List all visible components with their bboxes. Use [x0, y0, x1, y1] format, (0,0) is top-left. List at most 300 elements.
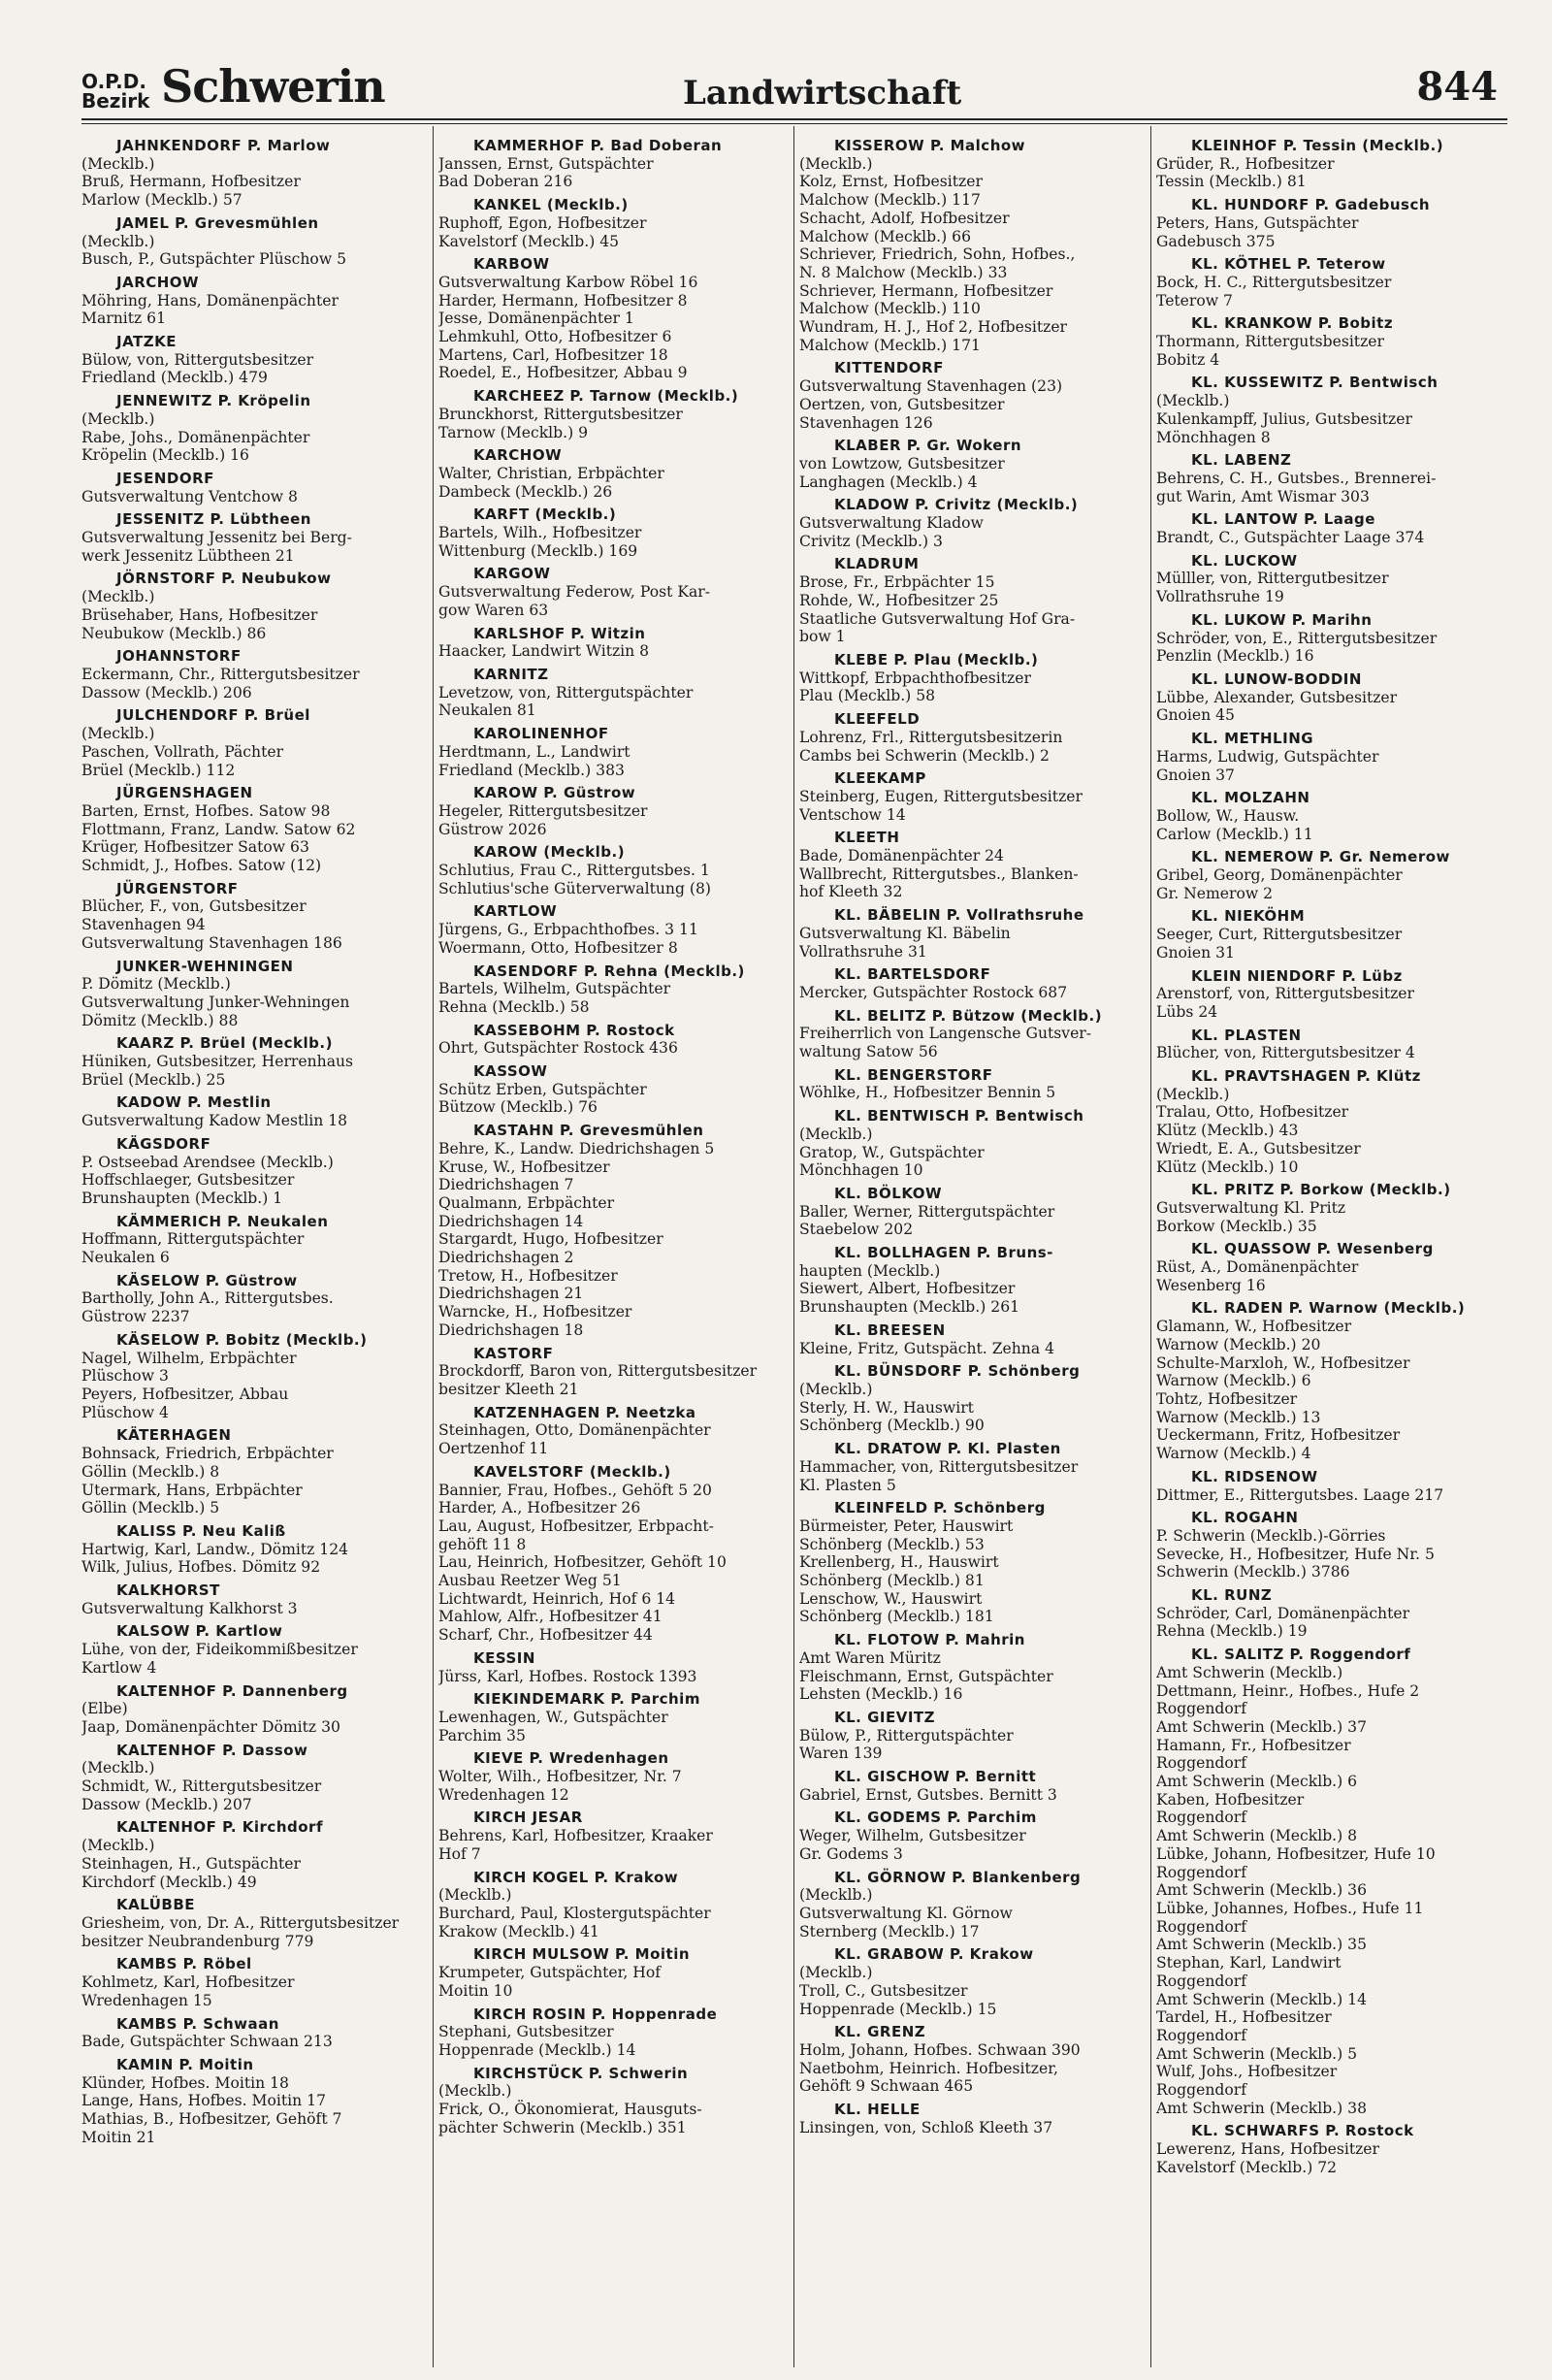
entry-line: Eckermann, Chr., Rittergutsbesitzer [81, 665, 360, 683]
place-heading: JÜRGENSTORF [116, 879, 239, 897]
entry-line: Krumpeter, Gutspächter, Hof [438, 1964, 662, 1982]
entry-location: Borkow (Mecklb.) 35 [1156, 1217, 1317, 1235]
place-heading: KADOW P. Mestlin [116, 1093, 272, 1112]
entry-line: Weger, Wilhelm, Gutsbesitzer [799, 1827, 1026, 1845]
entry-line: bow 1 [799, 628, 846, 646]
entry-line: Gutsverwaltung Ventchow 8 [81, 487, 298, 505]
place-heading: KARCHOW [473, 446, 563, 465]
place-heading: KL. LANTOW P. Laage [1191, 510, 1375, 529]
place-heading: KLABER P. Gr. Wokern [834, 437, 1022, 455]
bezirk-label: Bezirk [81, 89, 150, 113]
entry-line: gehöft 11 8 [438, 1535, 527, 1553]
entry-location: Neukalen 81 [438, 701, 536, 720]
entry-location: Ventschow 14 [799, 805, 906, 824]
entry-line: Herdtmann, L., Landwirt [438, 742, 630, 761]
entry-line: Hoffmann, Rittergutspächter [81, 1230, 305, 1249]
entry-line: Hamann, Fr., Hofbesitzer [1156, 1736, 1351, 1754]
entry-line: Stephan, Karl, Landwirt [1156, 1954, 1342, 1972]
entry-location: (Mecklb.) [81, 232, 155, 250]
place-heading: KL. BELITZ P. Bützow (Mecklb.) [834, 1006, 1103, 1025]
entry-line: Gutsverwaltung Kalkhorst 3 [81, 1599, 298, 1617]
entry-location: Wredenhagen 15 [81, 1991, 212, 2009]
entry-line: Flottmann, Franz, Landw. Satow 62 [81, 820, 356, 838]
place-heading: KASSEBOHM P. Rostock [473, 1021, 675, 1039]
entry-line: Kohlmetz, Karl, Hofbesitzer [81, 1973, 295, 1992]
entry-line: Wilk, Julius, Hofbes. Dömitz 92 [81, 1558, 321, 1577]
entry-line: Ausbau Reetzer Weg 51 [438, 1572, 622, 1590]
place-heading: JESSENITZ P. Lübtheen [116, 510, 311, 529]
entry-location: Plüschow 4 [81, 1403, 169, 1421]
place-heading: KASTAHN P. Grevesmühlen [473, 1122, 704, 1140]
entry-location: Kl. Plasten 5 [799, 1476, 896, 1494]
entry-location: Amt Schwerin (Mecklb.) 37 [1156, 1717, 1368, 1736]
entry-line: Lübke, Johann, Hofbesitzer, Hufe 10 [1156, 1844, 1436, 1863]
entry-line: Mathias, B., Hofbesitzer, Gehöft 7 [81, 2110, 342, 2129]
entry-location: Warnow (Mecklb.) 4 [1156, 1445, 1311, 1463]
entry-line: Bartholly, John A., Rittergutsbes. [81, 1289, 334, 1308]
entry-location: Gnoien 37 [1156, 766, 1235, 784]
entry-line: Schriever, Friedrich, Sohn, Hofbes., [799, 245, 1076, 264]
entry-line: Troll, C., Gutsbesitzer [799, 1981, 968, 2000]
place-heading: KALÜBBE [116, 1896, 196, 1914]
entry-line: Lichtwardt, Heinrich, Hof 6 14 [438, 1589, 676, 1608]
place-heading: KIRCH KOGEL P. Krakow [473, 1868, 679, 1886]
entry-line: Stargardt, Hugo, Hofbesitzer [438, 1230, 663, 1249]
entry-line: Rohde, W., Hofbesitzer 25 [799, 591, 999, 609]
entry-line: Peters, Hans, Gutspächter [1156, 213, 1359, 232]
place-heading: KISSEROW P. Malchow [834, 137, 1026, 154]
entry-location: Neubukow (Mecklb.) 86 [81, 624, 267, 642]
entry-line: Seeger, Curt, Rittergutsbesitzer [1156, 926, 1403, 944]
header-rule-thin [81, 123, 1507, 124]
place-heading: KL. HUNDORF P. Gadebusch [1191, 196, 1431, 214]
entry-line: Ueckermann, Fritz, Hofbesitzer [1156, 1426, 1401, 1445]
entry-location: Amt Schwerin (Mecklb.) 6 [1156, 1773, 1358, 1791]
city-title: Schwerin [161, 60, 385, 113]
entry-line: Gehöft 9 Schwaan 465 [799, 2077, 974, 2096]
entry-line: Lange, Hans, Hofbes. Moitin 17 [81, 2092, 326, 2110]
entry-location: Roggendorf [1156, 1917, 1246, 1936]
entry-location: Amt Schwerin (Mecklb.) 14 [1156, 1990, 1368, 2008]
place-heading: KL. BENGERSTORF [834, 1065, 993, 1084]
entry-location: Güstrow 2026 [438, 820, 547, 838]
place-heading: KALISS P. Neu Kaliß [116, 1521, 286, 1540]
place-heading: KASENDORF P. Rehna (Mecklb.) [473, 962, 745, 980]
entry-location: Dambeck (Mecklb.) 26 [438, 482, 613, 501]
place-heading: KL. ROGAHN [1191, 1509, 1299, 1527]
entry-location: Vollrathsruhe 19 [1156, 588, 1284, 606]
entry-location: Schönberg (Mecklb.) 90 [799, 1417, 985, 1435]
entry-line: Wallbrecht, Rittergutsbes., Blanken- [799, 864, 1079, 883]
place-heading: KL. LABENZ [1191, 451, 1292, 470]
entry-line: Lenschow, W., Hauswirt [799, 1589, 983, 1608]
header-rule [81, 118, 1507, 120]
entry-location: Schönberg (Mecklb.) 81 [799, 1572, 985, 1590]
entry-location: P. Dömitz (Mecklb.) [81, 975, 231, 994]
entry-location: Bad Doberan 216 [438, 173, 573, 191]
entry-location: P. Ostseebad Arendsee (Mecklb.) [81, 1153, 334, 1171]
place-heading: KL. DRATOW P. Kl. Plasten [834, 1440, 1061, 1458]
entry-location: Brüel (Mecklb.) 112 [81, 761, 236, 779]
entry-line: Wundram, H. J., Hof 2, Hofbesitzer [799, 318, 1068, 337]
place-heading: KAMIN P. Moitin [116, 2055, 254, 2073]
entry-line: Tardel, H., Hofbesitzer [1156, 2008, 1332, 2027]
place-heading: KLADRUM [834, 555, 920, 573]
entry-line: Warncke, H., Hofbesitzer [438, 1303, 632, 1321]
entry-location: Lehsten (Mecklb.) 16 [799, 1685, 963, 1704]
entry-location: Bützow (Mecklb.) 76 [438, 1098, 598, 1117]
entry-location: Stavenhagen 126 [799, 413, 933, 432]
entry-location: Amt Schwerin (Mecklb.) 36 [1156, 1881, 1368, 1900]
entry-location: Oertzenhof 11 [438, 1440, 549, 1458]
entry-location: Teterow 7 [1156, 291, 1233, 310]
place-heading: JESENDORF [116, 469, 214, 487]
entry-line: Levetzow, von, Rittergutspächter [438, 683, 694, 701]
place-heading: KIRCH ROSIN P. Hoppenrade [473, 2005, 718, 2023]
entry-location: Roggendorf [1156, 2026, 1246, 2044]
entry-line: Jesse, Domänenpächter 1 [438, 310, 634, 328]
entry-location: Göllin (Mecklb.) 8 [81, 1462, 220, 1481]
place-heading: KLEEKAMP [834, 769, 926, 788]
place-heading: KL. RUNZ [1191, 1586, 1273, 1605]
place-heading: KALSOW P. Kartlow [116, 1622, 283, 1641]
place-heading: KL. GIEVITZ [834, 1708, 936, 1726]
place-heading: JULCHENDORF P. Brüel [116, 706, 310, 725]
entry-line: Ohrt, Gutspächter Rostock 436 [438, 1039, 678, 1058]
entry-location: (Mecklb.) [1156, 1085, 1230, 1103]
entry-line: pächter Schwerin (Mecklb.) 351 [438, 2118, 687, 2136]
entry-line: Gutsverwaltung Stavenhagen (23) [799, 377, 1063, 396]
place-heading: KALKHORST [116, 1581, 220, 1600]
entry-line: Bülow, von, Rittergutsbesitzer [81, 350, 314, 369]
entry-line: Steinberg, Eugen, Rittergutsbesitzer [799, 787, 1083, 805]
entry-location: haupten (Mecklb.) [799, 1261, 941, 1280]
entry-location: Carlow (Mecklb.) 11 [1156, 825, 1313, 843]
entry-location: Amt Waren Müritz [799, 1648, 941, 1667]
entry-location: Roggendorf [1156, 1972, 1246, 1990]
entry-line: Schmidt, J., Hofbes. Satow (12) [81, 857, 322, 875]
entry-line: Brockdorff, Baron von, Rittergutsbesitzer [438, 1362, 758, 1381]
place-heading: JUNKER-WEHNINGEN [116, 957, 294, 975]
entry-line: Wöhlke, H., Hofbesitzer Bennin 5 [799, 1084, 1056, 1102]
place-heading: KARCHEEZ P. Tarnow (Mecklb.) [473, 387, 739, 406]
entry-line: gut Warin, Amt Wismar 303 [1156, 487, 1370, 505]
place-heading: KL. GRENZ [834, 2023, 926, 2041]
entry-location: Parchim 35 [438, 1726, 526, 1744]
district-label [81, 72, 149, 111]
entry-line: Brandt, C., Gutspächter Laage 374 [1156, 529, 1425, 547]
entry-line: Gutsverwaltung Kl. Pritz [1156, 1198, 1346, 1217]
place-heading: KL. KÖTHEL P. Teterow [1191, 255, 1386, 274]
entry-line: Mahlow, Alfr., Hofbesitzer 41 [438, 1608, 663, 1626]
entry-location: (Mecklb.) [81, 154, 155, 173]
entry-line: Schulte-Marxloh, W., Hofbesitzer [1156, 1353, 1410, 1372]
entry-location: Gadebusch 375 [1156, 232, 1276, 250]
place-heading: KLEETH [834, 829, 900, 847]
place-heading: KL. BENTWISCH P. Bentwisch [834, 1107, 1084, 1125]
place-heading: KÄSELOW P. Bobitz (Mecklb.) [116, 1330, 368, 1349]
place-heading: KIEVE P. Wredenhagen [473, 1749, 669, 1768]
place-heading: KL. RADEN P. Warnow (Mecklb.) [1191, 1299, 1466, 1318]
entry-location: Amt Schwerin (Mecklb.) 35 [1156, 1936, 1368, 1954]
entry-line: Hegeler, Rittergutsbesitzer [438, 801, 648, 820]
column-1 [81, 132, 440, 2364]
entry-location: Langhagen (Mecklb.) 4 [799, 473, 978, 491]
entry-line: Kaben, Hofbesitzer [1156, 1790, 1305, 1809]
entry-line: Fleischmann, Ernst, Gutspächter [799, 1667, 1053, 1685]
entry-line: Janssen, Ernst, Gutspächter [438, 154, 654, 173]
place-heading: JATZKE [116, 333, 178, 351]
entry-line: Martens, Carl, Hofbesitzer 18 [438, 345, 668, 364]
place-heading: JARCHOW [116, 273, 200, 291]
entry-location: Klütz (Mecklb.) 10 [1156, 1157, 1299, 1176]
place-heading: KL. BARTELSDORF [834, 965, 991, 984]
entry-location: Friedland (Mecklb.) 479 [81, 369, 268, 387]
entry-line: Frick, O., Ökonomierat, Hausguts- [438, 2101, 702, 2119]
entry-location: Warnow (Mecklb.) 6 [1156, 1372, 1311, 1390]
entry-line: Walter, Christian, Erbpächter [438, 464, 664, 482]
entry-location: Plüschow 3 [81, 1367, 169, 1386]
entry-line: Holm, Johann, Hofbes. Schwaan 390 [799, 2040, 1081, 2059]
entry-line: Kruse, W., Hofbesitzer [438, 1157, 610, 1176]
entry-line: Wriedt, E. A., Gutsbesitzer [1156, 1139, 1361, 1157]
place-heading: KAMBS P. Schwaan [116, 2014, 279, 2033]
place-heading: KARLSHOF P. Witzin [473, 624, 646, 642]
entry-location: (Mecklb.) [799, 1886, 873, 1905]
place-heading: KARNITZ [473, 665, 549, 683]
entry-line: Schmidt, W., Rittergutsbesitzer [81, 1777, 322, 1796]
entry-line: Kleine, Fritz, Gutspächt. Zehna 4 [799, 1339, 1055, 1357]
entry-line: Gutsverwaltung Kl. Görnow [799, 1904, 1013, 1922]
place-heading: KL. GODEMS P. Parchim [834, 1809, 1037, 1827]
entry-line: Freiherrlich von Langensche Gutsver- [799, 1025, 1092, 1043]
place-heading: KIRCH JESAR [473, 1809, 583, 1827]
entry-location: Warnow (Mecklb.) 13 [1156, 1408, 1321, 1426]
place-heading: KAROLINENHOF [473, 725, 609, 743]
entry-line: Woermann, Otto, Hofbesitzer 8 [438, 938, 678, 957]
entry-line: Utermark, Hans, Erbpächter [81, 1481, 303, 1499]
place-heading: KL. HELLE [834, 2101, 921, 2119]
entry-line: Kolz, Ernst, Hofbesitzer [799, 173, 983, 191]
entry-location: Rehna (Mecklb.) 19 [1156, 1622, 1308, 1641]
place-heading: KASTORF [473, 1344, 554, 1362]
entry-line: Krellenberg, H., Hauswirt [799, 1553, 999, 1572]
entry-line: Schröder, von, E., Rittergutsbesitzer [1156, 629, 1438, 647]
entry-line: werk Jessenitz Lübtheen 21 [81, 546, 295, 565]
entry-location: Tarnow (Mecklb.) 9 [438, 423, 589, 441]
place-heading: KESSIN [473, 1648, 535, 1667]
entry-line: Schacht, Adolf, Hofbesitzer [799, 209, 1010, 227]
entry-line: Behrens, C. H., Gutsbes., Brennerei- [1156, 469, 1437, 487]
entry-line: Gutsverwaltung Kadow Mestlin 18 [81, 1112, 348, 1130]
entry-line: Behre, K., Landw. Diedrichshagen 5 [438, 1139, 715, 1157]
entry-location: (Mecklb.) [81, 1837, 155, 1855]
entry-location: (Mecklb.) [81, 725, 155, 743]
entry-line: Gutsverwaltung Kladow [799, 514, 984, 533]
place-heading: KLEBE P. Plau (Mecklb.) [834, 650, 1039, 668]
place-heading: KATZENHAGEN P. Neetzka [473, 1403, 696, 1421]
entry-location: Waren 139 [799, 1744, 883, 1763]
column-2 [438, 132, 797, 2364]
place-heading: KARGOW [473, 565, 551, 583]
entry-location: (Mecklb.) [799, 1125, 873, 1143]
place-heading: KL. MOLZAHN [1191, 789, 1310, 807]
place-heading: KÄMMERICH P. Neukalen [116, 1212, 329, 1230]
entry-line: Rabe, Johs., Domänenpächter [81, 428, 310, 446]
entry-line: Peyers, Hofbesitzer, Abbau [81, 1386, 289, 1403]
place-heading: JOHANNSTORF [116, 647, 242, 666]
entry-location: Amt Schwerin (Mecklb.) 38 [1156, 2099, 1368, 2117]
entry-location: Krakow (Mecklb.) 41 [438, 1922, 599, 1940]
entry-line: Lewerenz, Hans, Hofbesitzer [1156, 2140, 1379, 2159]
place-heading: JENNEWITZ P. Kröpelin [116, 392, 311, 410]
column-4 [1156, 132, 1515, 2364]
entry-location: Schwerin (Mecklb.) 3786 [1156, 1563, 1350, 1581]
place-heading: KL. BÄBELIN P. Vollrathsruhe [834, 906, 1084, 925]
column-divider [1150, 126, 1151, 2367]
place-heading: KL. KRANKOW P. Bobitz [1191, 314, 1394, 333]
entry-line: Schlutius'sche Güterverwaltung (8) [438, 879, 711, 897]
entry-line: Mülller, von, Rittergutbesitzer [1156, 570, 1389, 588]
entry-line: Lehmkuhl, Otto, Hofbesitzer 6 [438, 328, 672, 346]
entry-line: Tohtz, Hofbesitzer [1156, 1390, 1298, 1408]
entry-line: Sevecke, H., Hofbesitzer, Hufe Nr. 5 [1156, 1545, 1435, 1563]
place-heading: KAMMERHOF P. Bad Doberan [473, 137, 723, 154]
entry-location: (Mecklb.) [81, 588, 155, 606]
entry-location: Bobitz 4 [1156, 350, 1220, 369]
place-heading: KL. LUCKOW [1191, 551, 1298, 570]
entry-line: Bannier, Frau, Hofbes., Gehöft 5 20 [438, 1481, 712, 1499]
section-title: Landwirtschaft [683, 74, 962, 113]
place-heading: KL. NEMEROW P. Gr. Nemerow [1191, 848, 1450, 866]
entry-line: Schütz Erben, Gutspächter [438, 1080, 647, 1098]
place-heading: KL. PRITZ P. Borkow (Mecklb.) [1191, 1181, 1451, 1199]
entry-line: Tralau, Otto, Hofbesitzer [1156, 1103, 1349, 1122]
place-heading: KALTENHOF P. Kirchdorf [116, 1818, 323, 1837]
entry-location: Malchow (Mecklb.) 117 [799, 191, 981, 210]
entry-line: Schröder, Carl, Domänenpächter [1156, 1604, 1410, 1622]
entry-line: Bade, Domänenpächter 24 [799, 847, 1004, 865]
entry-line: Hoffschlaeger, Gutsbesitzer [81, 1171, 295, 1190]
entry-location: (Mecklb.) [799, 1381, 873, 1398]
place-heading: KAMBS P. Röbel [116, 1955, 252, 1973]
entry-location: Rehna (Mecklb.) 58 [438, 997, 590, 1016]
entry-line: Kulenkampff, Julius, Gutsbesitzer [1156, 409, 1412, 428]
opd-label: O.P.D. [81, 70, 146, 93]
entry-location: Güstrow 2237 [81, 1308, 190, 1326]
place-heading: KLEEFELD [834, 710, 921, 729]
entry-location: Hoppenrade (Mecklb.) 14 [438, 2040, 636, 2059]
entry-line: Gutsverwaltung Federow, Post Kar- [438, 583, 710, 602]
entry-line: Schlutius, Frau C., Rittergutsbes. 1 [438, 862, 710, 880]
entry-line: Lühe, von der, Fideikommißbesitzer [81, 1641, 358, 1659]
entry-location: (Mecklb.) [1156, 392, 1230, 410]
entry-location: Penzlin (Mecklb.) 16 [1156, 647, 1314, 666]
entry-line: Lohrenz, Frl., Rittergutsbesitzerin [799, 728, 1063, 746]
entry-line: Lau, August, Hofbesitzer, Erbpacht- [438, 1516, 714, 1535]
place-heading: KAROW (Mecklb.) [473, 843, 626, 862]
place-heading: JAMEL P. Grevesmühlen [116, 213, 319, 232]
entry-line: Blücher, F., von, Gutsbesitzer [81, 897, 307, 916]
entry-location: Tessin (Mecklb.) 81 [1156, 173, 1307, 191]
column-3 [799, 132, 1158, 2364]
entry-location: Kartlow 4 [81, 1658, 157, 1677]
entry-line: Lübke, Johannes, Hofbes., Hufe 11 [1156, 1899, 1424, 1917]
entry-line: Baller, Werner, Rittergutspächter [799, 1202, 1055, 1221]
entry-location: Roggendorf [1156, 2081, 1246, 2100]
entry-line: Brüsehaber, Hans, Hofbesitzer [81, 605, 318, 624]
entry-location: Kavelstorf (Mecklb.) 72 [1156, 2158, 1338, 2176]
entry-location: Roggendorf [1156, 1754, 1246, 1773]
place-heading: KITTENDORF [834, 359, 944, 377]
entry-line: Gabriel, Ernst, Gutsbes. Bernitt 3 [799, 1785, 1057, 1804]
place-heading: KL. GISCHOW P. Bernitt [834, 1768, 1037, 1786]
entry-location: Neukalen 6 [81, 1249, 170, 1267]
entry-line: Wulf, Johs., Hofbesitzer [1156, 2063, 1338, 2081]
place-heading: KLADOW P. Crivitz (Mecklb.) [834, 496, 1079, 514]
entry-line: Wolter, Wilh., Hofbesitzer, Nr. 7 [438, 1768, 682, 1786]
page-number: 844 [1416, 64, 1498, 110]
place-heading: KL. BÜNSDORF P. Schönberg [834, 1362, 1081, 1381]
entry-location: Dömitz (Mecklb.) 88 [81, 1011, 239, 1029]
place-heading: KARBOW [473, 255, 550, 274]
place-heading: KANKEL (Mecklb.) [473, 196, 629, 214]
entry-location: P. Schwerin (Mecklb.)-Görries [1156, 1526, 1386, 1545]
entry-line: Qualmann, Erbpächter [438, 1193, 615, 1212]
entry-line: Klünder, Hofbes. Moitin 18 [81, 2073, 289, 2092]
entry-location: Wesenberg 16 [1156, 1276, 1266, 1294]
entry-line: Oertzen, von, Gutsbesitzer [799, 395, 1005, 413]
entry-line: Naetbohm, Heinrich. Hofbesitzer, [799, 2059, 1058, 2077]
place-heading: KL. BÖLKOW [834, 1184, 943, 1202]
entry-line: Gratop, W., Gutspächter [799, 1143, 985, 1161]
entry-location: Marlow (Mecklb.) 57 [81, 191, 242, 210]
entry-line: Bartels, Wilhelm, Gutspächter [438, 980, 671, 998]
entry-location: Warnow (Mecklb.) 20 [1156, 1335, 1321, 1353]
entry-location: (Elbe) [81, 1700, 128, 1718]
entry-line: Gribel, Georg, Domänenpächter [1156, 866, 1403, 885]
entry-line: Gutsverwaltung Junker-Wehningen [81, 993, 350, 1011]
entry-line: Roedel, E., Hofbesitzer, Abbau 9 [438, 364, 688, 382]
entry-location: (Mecklb.) [81, 1759, 155, 1777]
entry-line: Krüger, Hofbesitzer Satow 63 [81, 838, 309, 857]
place-heading: KASSOW [473, 1062, 548, 1081]
entry-location: Malchow (Mecklb.) 110 [799, 300, 981, 318]
place-heading: KÄTERHAGEN [116, 1426, 232, 1445]
place-heading: KL. PRAVTSHAGEN P. Klütz [1191, 1067, 1421, 1086]
entry-line: waltung Satow 56 [799, 1043, 938, 1061]
place-heading: JAHNKENDORF P. Marlow [116, 137, 331, 154]
entry-location: Kavelstorf (Mecklb.) 45 [438, 232, 620, 250]
place-heading: KL. LUKOW P. Marihn [1191, 610, 1373, 629]
entry-line: Nagel, Wilhelm, Erbpächter [81, 1349, 297, 1367]
place-heading: KL. BREESEN [834, 1320, 946, 1339]
entry-location: Schönberg (Mecklb.) 53 [799, 1535, 985, 1553]
entry-location: Vollrathsruhe 31 [799, 942, 927, 961]
entry-line: Lau, Heinrich, Hofbesitzer, Gehöft 10 [438, 1553, 727, 1572]
entry-line: Bruß, Hermann, Hofbesitzer [81, 173, 301, 191]
entry-location: Gnoien 45 [1156, 706, 1235, 725]
entry-line: Blücher, von, Rittergutsbesitzer 4 [1156, 1044, 1415, 1062]
entry-location: Marnitz 61 [81, 310, 167, 328]
entry-location: Mönchhagen 10 [799, 1161, 923, 1180]
entry-line: besitzer Neubrandenburg 779 [81, 1932, 314, 1950]
entry-location: Amt Schwerin (Mecklb.) [1156, 1663, 1343, 1681]
entry-line: Stephani, Gutsbesitzer [438, 2023, 614, 2041]
place-heading: KL. LUNOW-BODDIN [1191, 669, 1362, 688]
entry-location: Diedrichshagen 21 [438, 1285, 584, 1303]
place-heading: KL. NIEKÖHM [1191, 907, 1306, 926]
